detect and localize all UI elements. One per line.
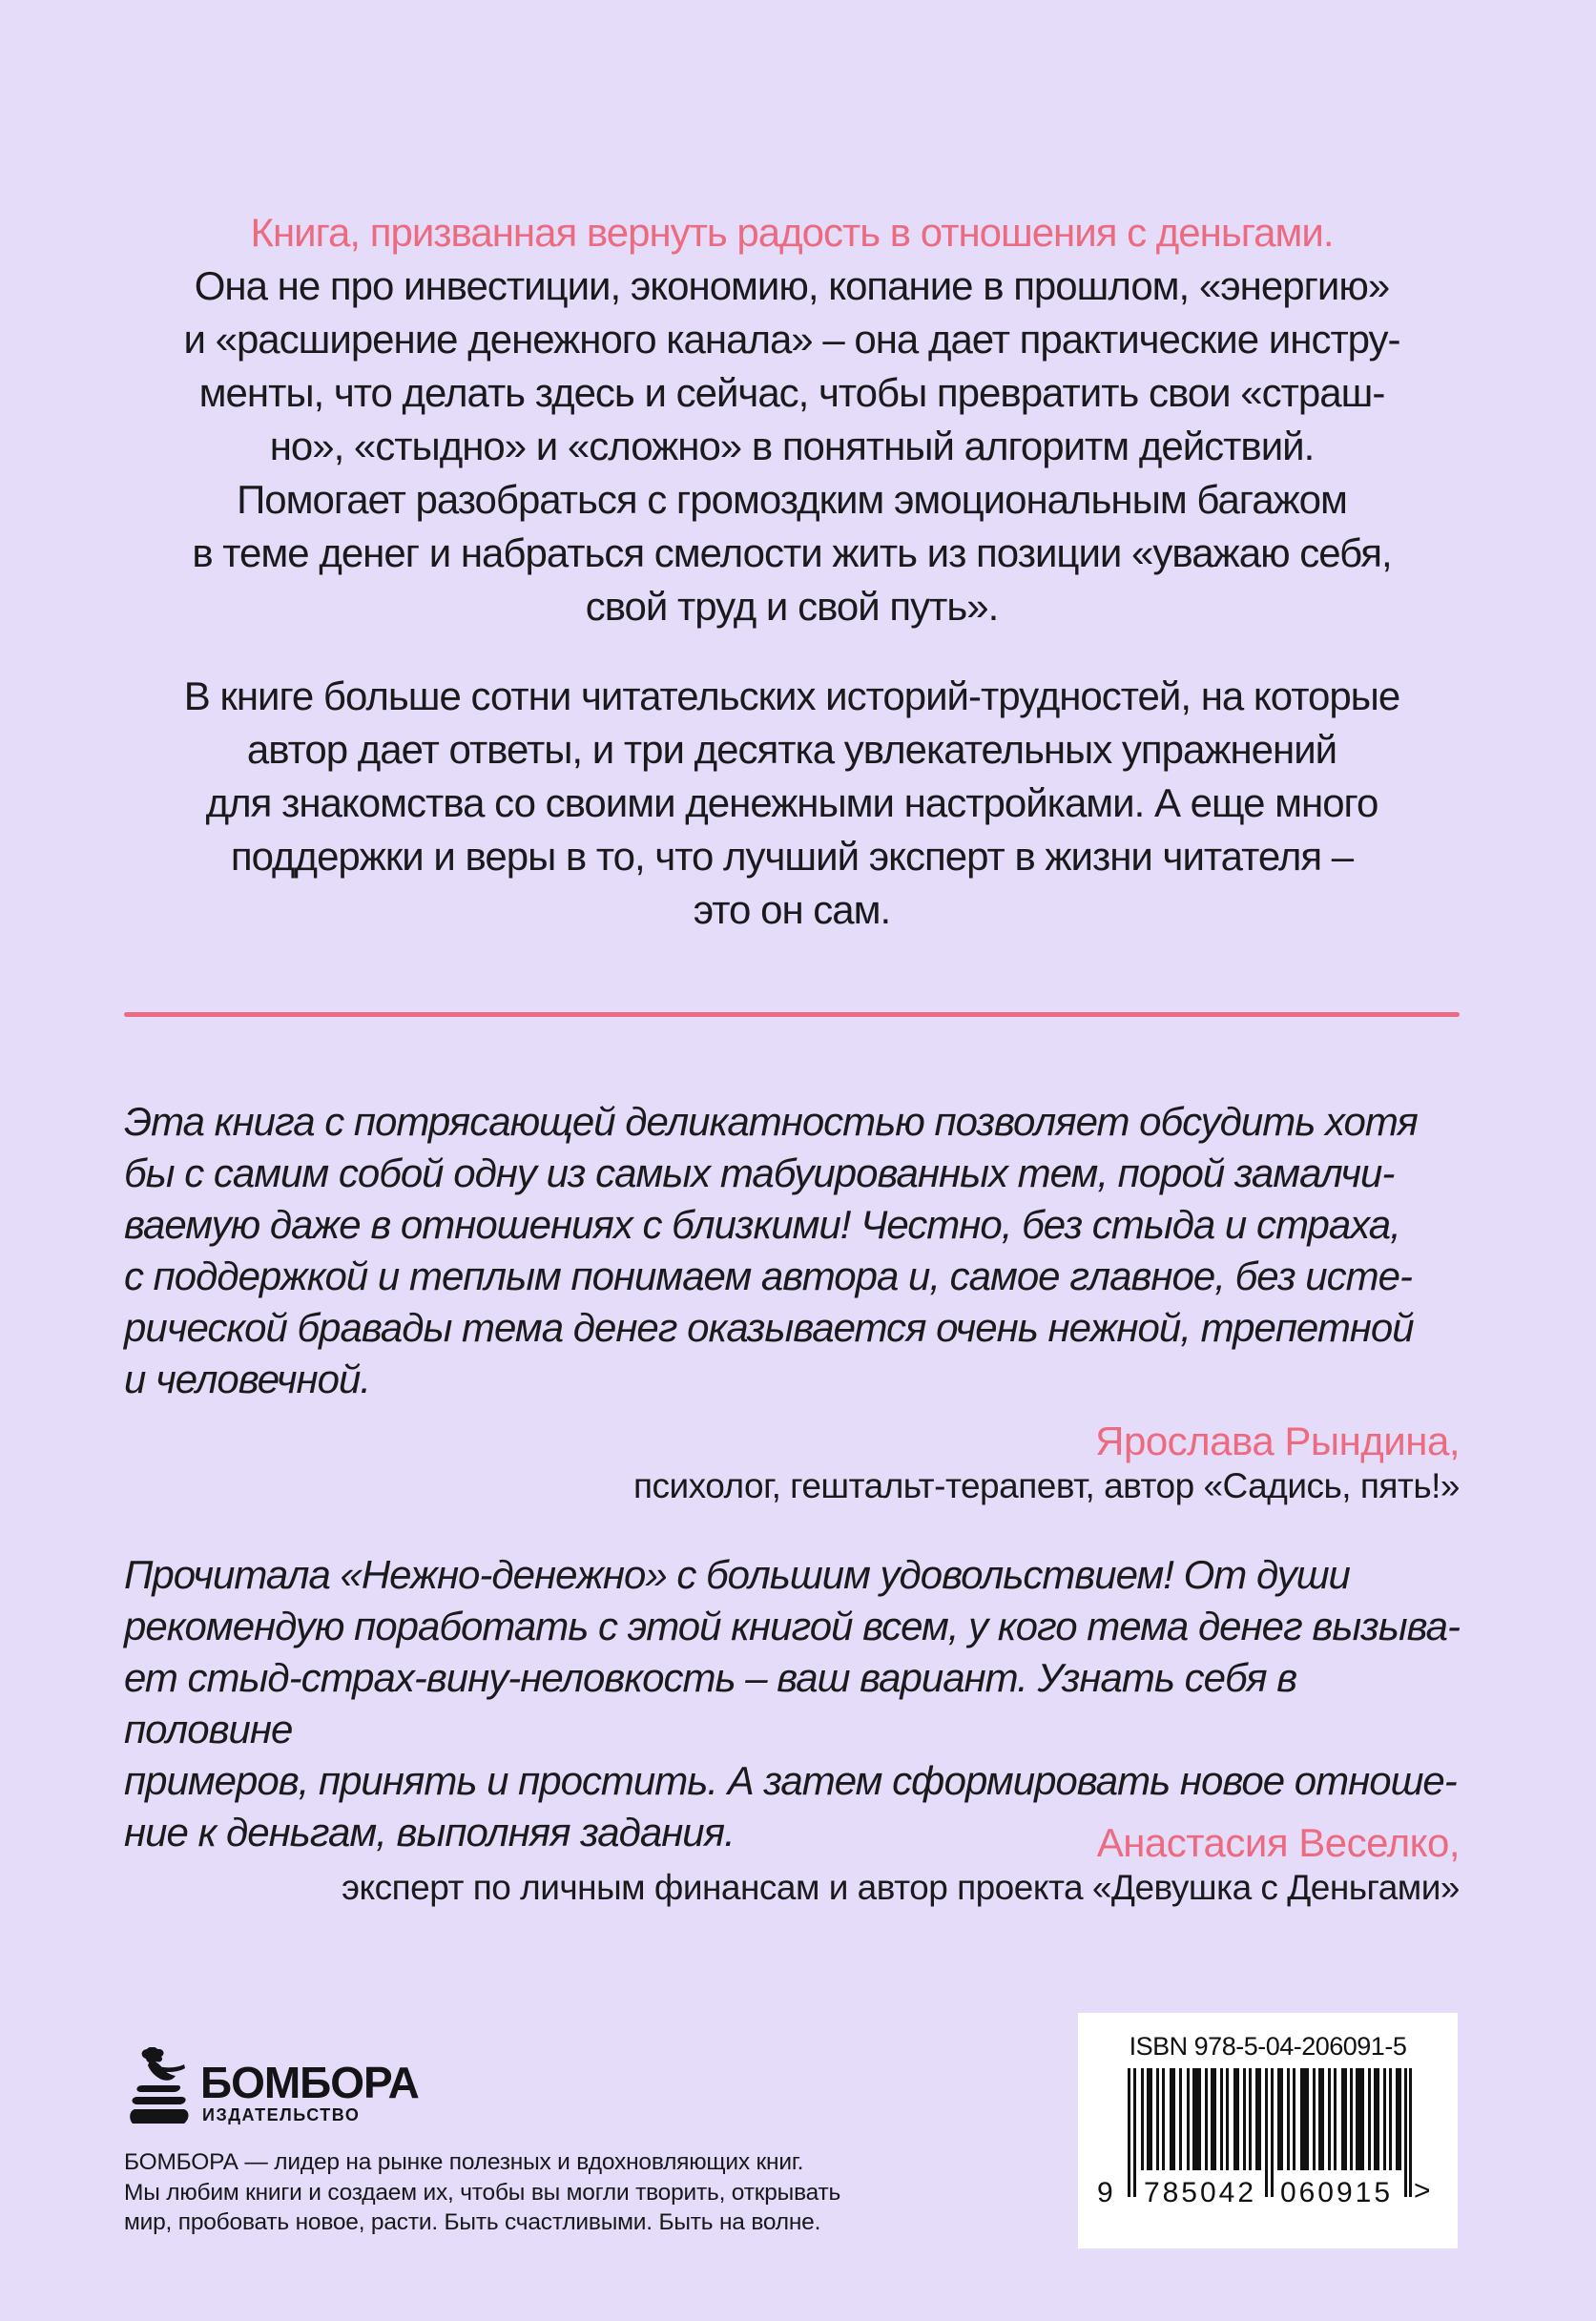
barcode-digits-right: 060915 (1279, 2177, 1394, 2208)
publisher-brand-subtitle: ИЗДАТЕЛЬСТВО (202, 2105, 361, 2124)
barcode-arrow: > (1414, 2175, 1431, 2207)
review-2-author-role: эксперт по личным финансам и автор проекта «Девушка с Деньгами» (342, 1868, 1460, 1907)
isbn-barcode-block (1078, 2013, 1458, 2248)
text-line: рической бравады тема денег оказывается очень нежной, трепетной (124, 1305, 1414, 1350)
text-line: Помогает разобраться с громоздким эмоциональным багажом (237, 477, 1347, 522)
barcode-digit-prefix: 9 (1097, 2177, 1113, 2208)
annotation-headline: Книга, призванная вернуть радость в отношения с деньгами. (250, 210, 1334, 255)
text-line: бы с самим собой одну из самых табуированных тем, порой замалчи- (124, 1150, 1395, 1195)
review-1-text (124, 1096, 1460, 1405)
text-line: Эта книга с потрясающей деликатностью позволяет обсудить хотя (124, 1099, 1418, 1144)
text-line: автор дает ответы, и три десятка увлекательных упражнений (246, 727, 1337, 772)
text-line: Мы любим книги и создаем их, чтобы вы могли творить, открывать (124, 2179, 841, 2206)
text-line: менты, что делать здесь и сейчас, чтобы превратить свои «страш- (198, 370, 1385, 415)
text-line: Прочитала «Нежно-денежно» с большим удовольствием! От души (124, 1552, 1350, 1597)
publisher-brand: БОМБОРА (200, 2058, 419, 2107)
text-line: ет стыд-страх-вину-неловкость – ваш вариант. Узнать себя в половине (124, 1655, 1297, 1751)
text-line: с поддержкой и теплым понимаем автора и, самое главное, без исте- (124, 1254, 1412, 1298)
section-divider (124, 1012, 1460, 1017)
text-line: примеров, принять и простить. А затем сформировать новое отноше- (124, 1758, 1457, 1803)
annotation-secondary-paragraph (124, 670, 1460, 937)
text-line: рекомендую поработать с этой книгой всем, у кого тема денег вызыва- (124, 1604, 1460, 1648)
text-line: Она не про инвестиции, экономию, копание в прошлом, «энергию» (194, 263, 1390, 308)
text-line: свой труд и свой путь». (585, 584, 999, 629)
text-line: это он сам. (693, 887, 891, 932)
surfer-on-waves-icon (129, 2047, 192, 2127)
text-line: и «расширение денежного канала» – она дает практические инстру- (183, 317, 1400, 362)
text-line: в теме денег и набраться смелости жить из позиции «уважаю себя, (192, 530, 1392, 575)
publisher-description (124, 2147, 944, 2238)
text-line: мир, пробовать новое, расти. Быть счастливыми. Быть на волне. (124, 2209, 821, 2235)
review-1-author: Ярослава Рындина, (1095, 1419, 1460, 1463)
text-line: и человечной. (124, 1357, 371, 1401)
text-line: но», «стыдно» и «сложно» в понятный алгоритм действий. (269, 424, 1315, 468)
text-line: ваемую даже в отношениях с близкими! Честно, без стыда и страха, (124, 1202, 1400, 1247)
text-line: БОМБОРА — лидер на рынке полезных и вдохновляющих книг. (124, 2149, 804, 2175)
barcode-digits-left: 785042 (1143, 2177, 1257, 2208)
review-1-author-role: психолог, гештальт-терапевт, автор «Садись, пять!» (632, 1466, 1460, 1505)
text-line: ние к деньгам, выполняя задания. (124, 1810, 735, 1855)
review-2-text (124, 1549, 1460, 1858)
annotation-paragraph (124, 259, 1460, 633)
text-line: поддержки и веры в то, что лучший эксперт в жизни читателя – (230, 834, 1354, 879)
annotation-block (124, 206, 1460, 633)
review-2-author: Анастасия Веселко, (1096, 1820, 1460, 1865)
text-line: В книге больше сотни читательских историй-трудностей, на которые (183, 674, 1400, 718)
isbn-label: ISBN 978-5-04-206091-5 (1129, 2032, 1407, 2061)
text-line: для знакомства со своими денежными настройками. А еще много (205, 780, 1378, 825)
